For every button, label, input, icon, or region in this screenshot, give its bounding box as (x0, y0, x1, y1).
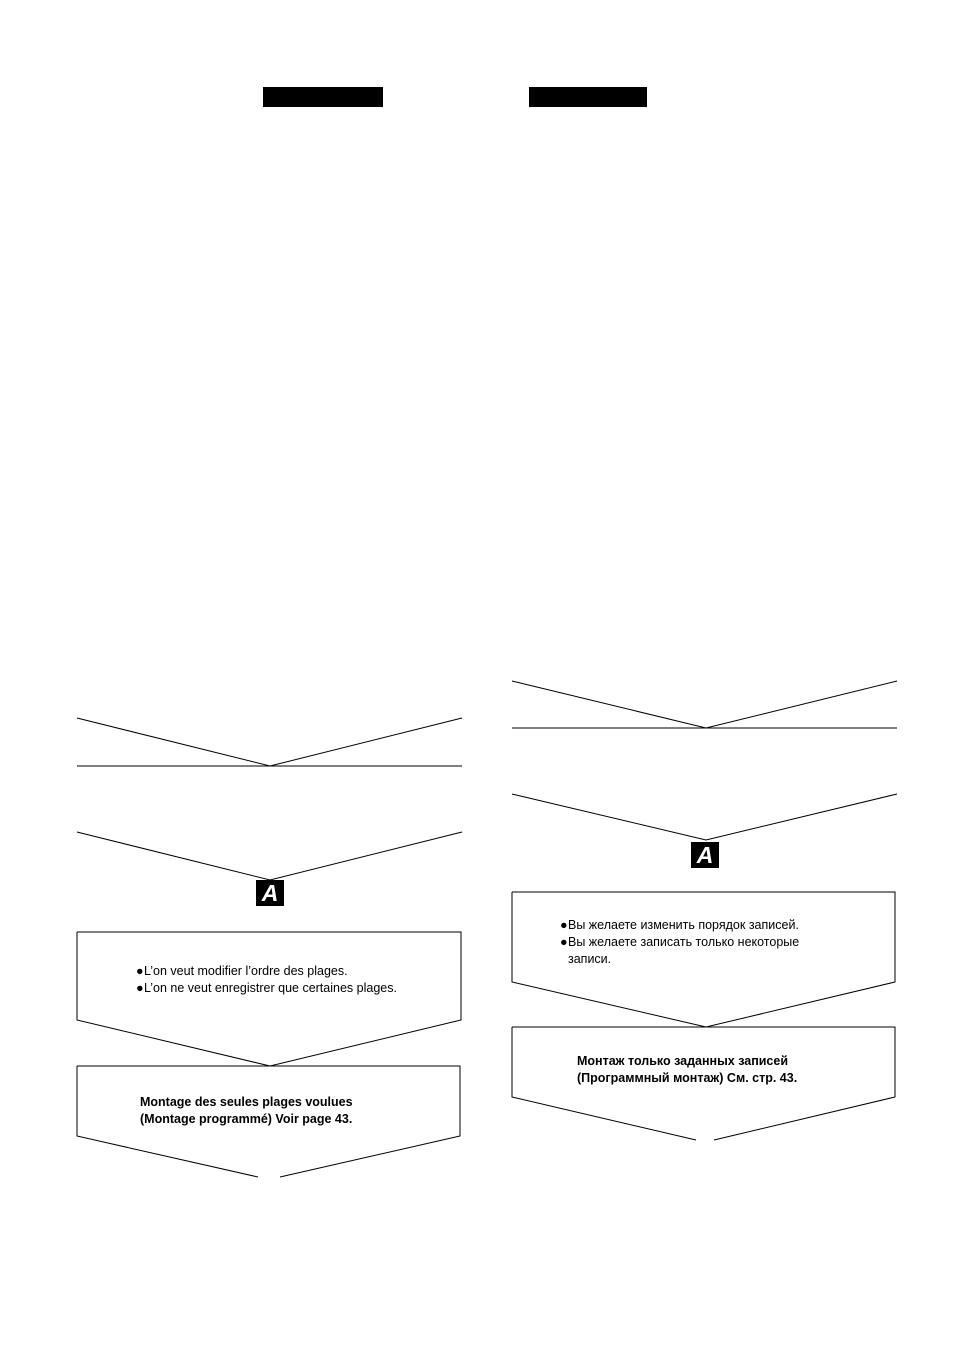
russian-condition-2-continued: записи. (568, 952, 612, 966)
russian-chevron-1 (512, 681, 897, 728)
bullet-icon: ● (136, 964, 144, 978)
french-result-text (140, 1094, 353, 1128)
russian-marker-a: A (691, 842, 719, 868)
russian-result-line-2: (Программный монтаж) См. стр. 43. (577, 1071, 798, 1085)
russian-condition-1: ●Вы желаете изменить порядок записей. (560, 918, 799, 932)
russian-chevron-2 (512, 794, 897, 840)
french-condition-text (136, 963, 397, 997)
russian-condition-text (560, 917, 799, 968)
french-marker-a: A (256, 880, 284, 906)
russian-result-line-1: Монтаж только заданных записей (577, 1054, 789, 1068)
french-chevron-1 (77, 718, 462, 766)
bullet-icon: ● (560, 918, 568, 932)
french-chevron-2 (77, 832, 462, 880)
french-condition-2: ●L’on ne veut enregistrer que certaines plages. (136, 981, 397, 995)
french-result-line-1: Montage des seules plages voulues (140, 1095, 353, 1109)
french-condition-1: ●L’on veut modifier l’ordre des plages. (136, 964, 348, 978)
bullet-icon: ● (136, 981, 144, 995)
french-condition-box (77, 932, 461, 1066)
french-result-line-2: (Montage programmé) Voir page 43. (140, 1112, 353, 1126)
bullet-icon: ● (560, 935, 568, 949)
russian-condition-2: ●Вы желаете записать только некоторые (560, 935, 800, 949)
russian-result-text (577, 1053, 797, 1087)
